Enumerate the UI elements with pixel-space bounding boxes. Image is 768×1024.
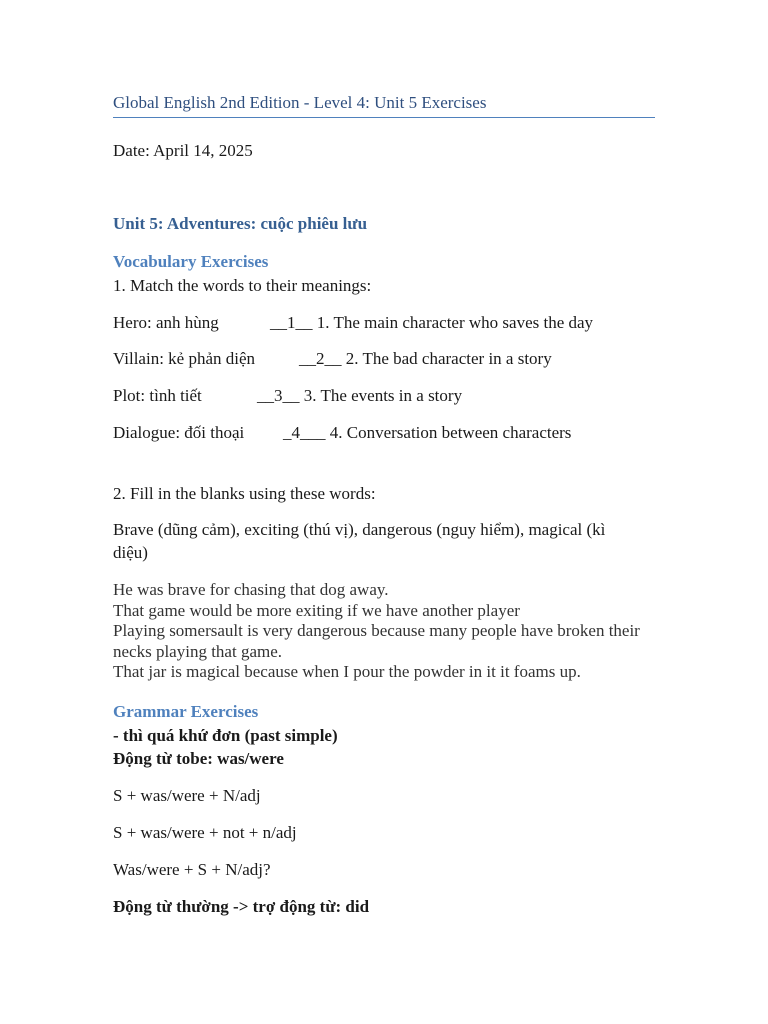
- document-title: Global English 2nd Edition - Level 4: Unit 5 Exercises: [113, 93, 655, 118]
- vocabulary-heading: Vocabulary Exercises: [113, 252, 269, 271]
- grammar-heading: Grammar Exercises: [113, 702, 259, 721]
- match-answer: _4___ 4. Conversation between characters: [283, 423, 572, 442]
- date-line: Date: April 14, 2025: [113, 141, 253, 160]
- match-row-plot: [113, 385, 463, 406]
- unit-heading: Unit 5: Adventures: cuộc phiêu lưu: [113, 214, 368, 233]
- answer-sentence: Playing somersault is very dangerous because many people have broken their necks playing that game.: [113, 621, 640, 661]
- match-term: Dialogue: đối thoại: [113, 423, 245, 442]
- match-row-villain: [113, 348, 552, 369]
- match-term: Hero: anh hùng: [113, 313, 219, 332]
- match-term: Villain: kẻ phản diện: [113, 349, 256, 368]
- answer-sentence: That jar is magical because when I pour the powder in it it foams up.: [113, 662, 581, 682]
- match-answer: __3__ 3. The events in a story: [257, 386, 463, 405]
- formula-question: Was/were + S + N/adj?: [113, 860, 271, 879]
- match-answer: __2__ 2. The bad character in a story: [299, 349, 552, 368]
- formula-negative: S + was/were + not + n/adj: [113, 823, 297, 842]
- match-answer: __1__ 1. The main character who saves the day: [270, 313, 594, 332]
- tobe-title: Động từ tobe: was/were: [113, 749, 284, 768]
- fill-instruction: 2. Fill in the blanks using these words:: [113, 484, 376, 503]
- answer-sentence: He was brave for chasing that dog away.: [113, 580, 389, 599]
- match-term: Plot: tình tiết: [113, 386, 202, 405]
- formula-affirmative: S + was/were + N/adj: [113, 786, 261, 805]
- match-row-hero: [113, 312, 594, 333]
- regular-verb-title: Động từ thường -> trợ động từ: did: [113, 897, 370, 916]
- match-instruction: 1. Match the words to their meanings:: [113, 276, 372, 295]
- word-bank: Brave (dũng cảm), exciting (thú vị), dangerous (nguy hiểm), magical (kì diệu): [113, 520, 606, 562]
- answer-sentences: [113, 580, 643, 683]
- answer-sentence: That game would be more exiting if we have another player: [113, 600, 520, 620]
- tense-title: - thì quá khứ đơn (past simple): [113, 726, 338, 745]
- match-row-dialogue: [113, 422, 572, 443]
